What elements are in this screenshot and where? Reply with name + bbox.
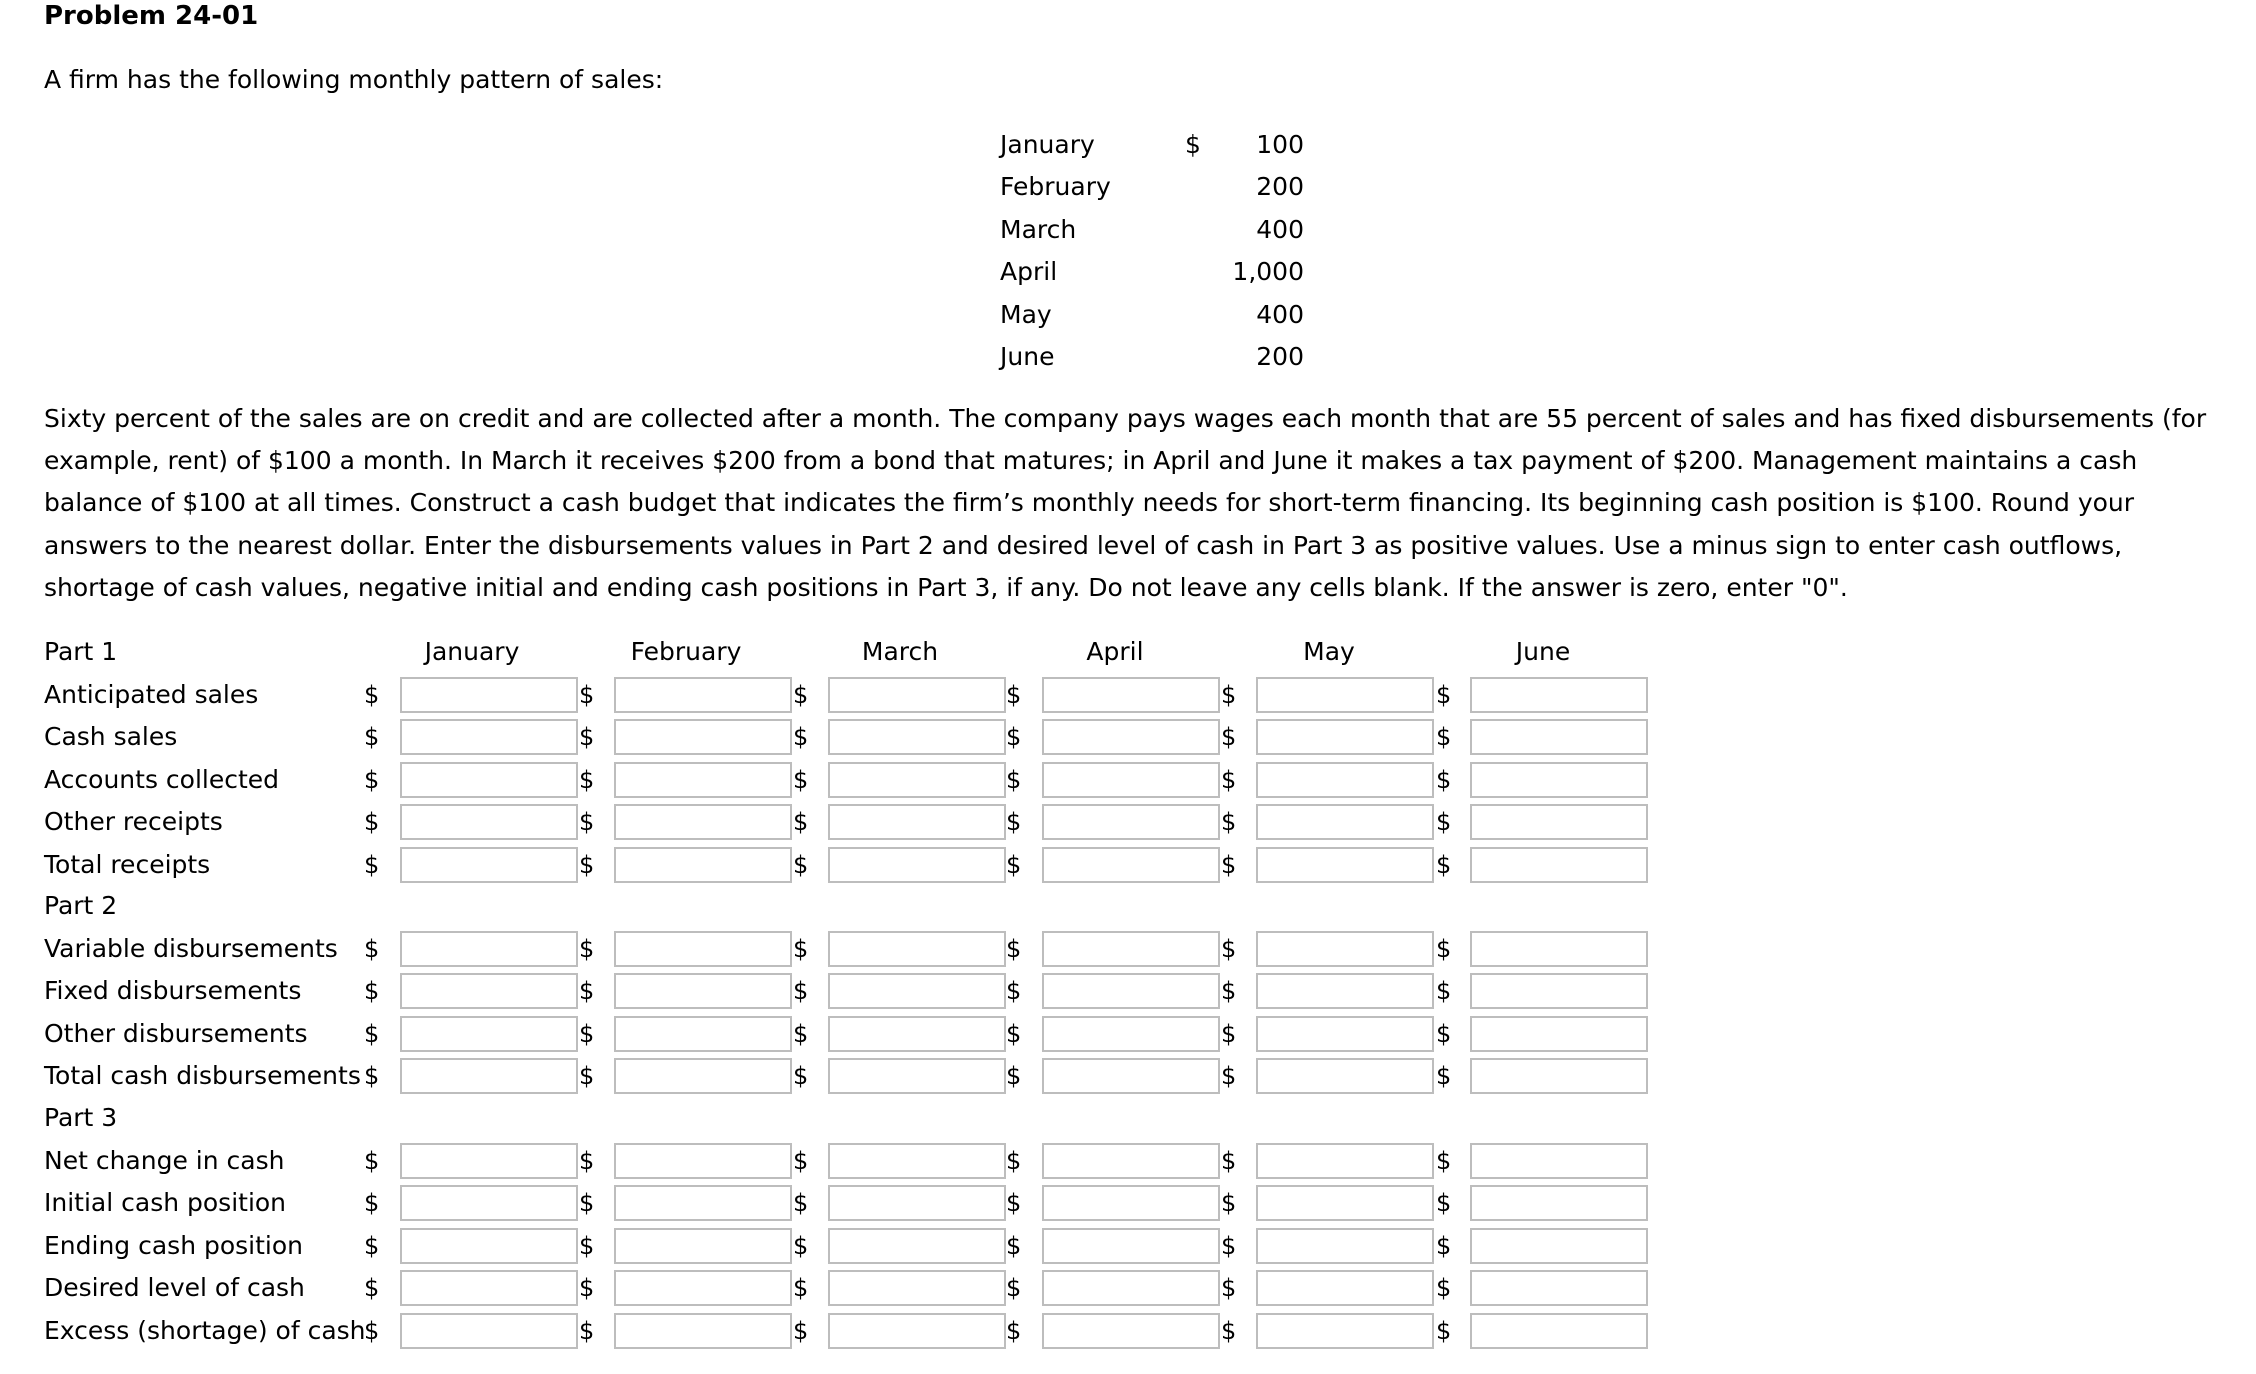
sales-value: 400 bbox=[1256, 214, 1304, 244]
budget-input-june[interactable] bbox=[1470, 804, 1648, 840]
budget-input-may[interactable] bbox=[1256, 1270, 1434, 1306]
currency-symbol: $ bbox=[1221, 723, 1237, 752]
budget-input-january[interactable] bbox=[400, 973, 578, 1009]
currency-symbol: $ bbox=[1221, 1062, 1237, 1091]
budget-input-march[interactable] bbox=[828, 1313, 1006, 1349]
currency-symbol: $ bbox=[793, 1231, 809, 1260]
budget-input-april[interactable] bbox=[1042, 762, 1220, 798]
budget-input-february[interactable] bbox=[614, 1228, 792, 1264]
budget-input-june[interactable] bbox=[1470, 847, 1648, 883]
row-label: Other disbursements bbox=[44, 1018, 308, 1048]
currency-symbol: $ bbox=[793, 808, 809, 837]
column-header-april: April bbox=[1086, 637, 1144, 666]
currency-symbol: $ bbox=[1221, 977, 1237, 1006]
currency-symbol: $ bbox=[793, 1189, 809, 1218]
currency-symbol: $ bbox=[364, 1019, 380, 1048]
budget-input-january[interactable] bbox=[400, 1270, 578, 1306]
currency-symbol: $ bbox=[1221, 765, 1237, 794]
budget-input-march[interactable] bbox=[828, 719, 1006, 755]
currency-symbol: $ bbox=[793, 723, 809, 752]
currency-symbol: $ bbox=[579, 765, 595, 794]
part-3-label: Part 3 bbox=[44, 1103, 118, 1132]
budget-input-may[interactable] bbox=[1256, 804, 1434, 840]
currency-symbol: $ bbox=[1006, 1147, 1022, 1175]
intro-text: A firm has the following monthly pattern of sales: bbox=[44, 65, 664, 94]
budget-input-april[interactable] bbox=[1042, 1143, 1220, 1179]
budget-input-april[interactable] bbox=[1042, 719, 1220, 755]
sales-month: April bbox=[1000, 257, 1058, 287]
problem-title: Problem 24-01 bbox=[44, 1, 259, 31]
currency-symbol: $ bbox=[579, 1189, 595, 1218]
currency-symbol: $ bbox=[1221, 681, 1237, 709]
part-1-label: Part 1 bbox=[44, 637, 118, 666]
currency-symbol: $ bbox=[364, 1316, 380, 1345]
sales-month: March bbox=[1000, 214, 1077, 244]
budget-input-january[interactable] bbox=[400, 1143, 578, 1179]
budget-input-february[interactable] bbox=[614, 1270, 792, 1306]
currency-symbol: $ bbox=[579, 1147, 595, 1175]
row-label: Total cash disbursements bbox=[44, 1061, 361, 1091]
budget-input-april[interactable] bbox=[1042, 1228, 1220, 1264]
budget-input-april[interactable] bbox=[1042, 973, 1220, 1009]
column-header-february: February bbox=[630, 637, 742, 666]
row-label: Initial cash position bbox=[44, 1188, 287, 1218]
sales-month: January bbox=[1000, 130, 1095, 159]
sales-value: 1,000 bbox=[1232, 257, 1304, 287]
currency-symbol: $ bbox=[1436, 977, 1452, 1006]
currency-symbol: $ bbox=[1436, 1189, 1452, 1218]
currency-symbol: $ bbox=[579, 935, 595, 963]
currency-symbol: $ bbox=[793, 1316, 809, 1345]
currency-symbol: $ bbox=[579, 808, 595, 837]
currency-symbol: $ bbox=[1006, 935, 1022, 963]
budget-input-may[interactable] bbox=[1256, 1313, 1434, 1349]
currency-symbol: $ bbox=[364, 850, 380, 879]
row-label: Variable disbursements bbox=[44, 934, 338, 963]
currency-symbol: $ bbox=[1006, 1019, 1022, 1048]
currency-symbol: $ bbox=[579, 1316, 595, 1345]
budget-input-june[interactable] bbox=[1470, 762, 1648, 798]
currency-symbol: $ bbox=[579, 977, 595, 1006]
budget-input-march[interactable] bbox=[828, 1058, 1006, 1094]
budget-input-january[interactable] bbox=[400, 1313, 578, 1349]
currency-symbol: $ bbox=[1221, 1147, 1237, 1175]
budget-input-may[interactable] bbox=[1256, 1185, 1434, 1221]
currency-symbol: $ bbox=[579, 1062, 595, 1091]
row-label: Fixed disbursements bbox=[44, 976, 302, 1006]
budget-input-january[interactable] bbox=[400, 719, 578, 755]
currency-symbol: $ bbox=[579, 681, 595, 709]
problem-description: Sixty percent of the sales are on credit and are collected after a month. The company pays wages each month that are 55 percent of sales and has fixed disbursements (for example, rent) of $100 a month. In March it receives $200 from a bond that matures; in April and June it makes a tax payment of $200. Management maintains a cash balance of $100 at all times. Construct a cash budget that indicates the firm’s monthly needs for short-term financing. Its beginning cash position is $100. Round your answers to the nearest dollar. Enter the disbursements values in Part 2 and desired level of cash in Part 3 as positive values. Use a minus sign to enter cash outflows, shortage of cash values, negative initial and ending cash positions in Part 3, if any. Do not leave any cells blank. If the answer is zero, enter "0". bbox=[44, 404, 2207, 602]
budget-input-april[interactable] bbox=[1042, 677, 1220, 713]
currency-symbol: $ bbox=[1006, 1231, 1022, 1260]
budget-input-june[interactable] bbox=[1470, 1143, 1648, 1179]
currency-symbol: $ bbox=[364, 1231, 380, 1260]
currency-symbol: $ bbox=[1006, 723, 1022, 752]
budget-input-may[interactable] bbox=[1256, 719, 1434, 755]
budget-input-february[interactable] bbox=[614, 1143, 792, 1179]
sales-month: February bbox=[1000, 172, 1111, 202]
budget-input-april[interactable] bbox=[1042, 847, 1220, 883]
currency-symbol: $ bbox=[1006, 850, 1022, 879]
budget-input-may[interactable] bbox=[1256, 1016, 1434, 1052]
budget-input-march[interactable] bbox=[828, 1016, 1006, 1052]
budget-input-may[interactable] bbox=[1256, 973, 1434, 1009]
row-label: Other receipts bbox=[44, 807, 223, 837]
budget-input-january[interactable] bbox=[400, 1185, 578, 1221]
currency-symbol: $ bbox=[793, 935, 809, 963]
currency-symbol: $ bbox=[1436, 723, 1452, 752]
currency-symbol: $ bbox=[1221, 1316, 1237, 1345]
currency-symbol: $ bbox=[793, 1019, 809, 1048]
currency-symbol: $ bbox=[1221, 1019, 1237, 1048]
currency-symbol: $ bbox=[1221, 850, 1237, 879]
budget-input-february[interactable] bbox=[614, 847, 792, 883]
currency-symbol: $ bbox=[1436, 1316, 1452, 1345]
currency-symbol: $ bbox=[793, 977, 809, 1006]
budget-input-february[interactable] bbox=[614, 931, 792, 967]
column-header-january: January bbox=[424, 637, 520, 666]
currency-symbol: $ bbox=[1221, 808, 1237, 837]
currency-symbol: $ bbox=[364, 1274, 380, 1303]
currency-symbol: $ bbox=[1436, 1062, 1452, 1091]
budget-input-april[interactable] bbox=[1042, 1185, 1220, 1221]
budget-input-june[interactable] bbox=[1470, 973, 1648, 1009]
currency-symbol: $ bbox=[1436, 681, 1452, 709]
budget-input-february[interactable] bbox=[614, 719, 792, 755]
budget-input-april[interactable] bbox=[1042, 1058, 1220, 1094]
currency-symbol: $ bbox=[793, 1274, 809, 1303]
budget-input-january[interactable] bbox=[400, 847, 578, 883]
currency-symbol: $ bbox=[1006, 1274, 1022, 1303]
row-label: Net change in cash bbox=[44, 1146, 285, 1175]
currency-symbol: $ bbox=[1436, 935, 1452, 963]
currency-symbol: $ bbox=[1221, 1231, 1237, 1260]
currency-symbol: $ bbox=[1221, 1274, 1237, 1303]
currency-symbol: $ bbox=[1436, 1274, 1452, 1303]
row-label: Anticipated sales bbox=[44, 680, 259, 709]
currency-symbol: $ bbox=[793, 1147, 809, 1175]
currency-symbol: $ bbox=[364, 935, 380, 963]
budget-input-january[interactable] bbox=[400, 762, 578, 798]
currency-symbol: $ bbox=[1006, 1062, 1022, 1091]
budget-input-january[interactable] bbox=[400, 1016, 578, 1052]
currency-symbol: $ bbox=[579, 723, 595, 752]
sales-month: June bbox=[1000, 342, 1055, 371]
currency-symbol: $ bbox=[364, 977, 380, 1006]
currency-symbol: $ bbox=[793, 765, 809, 794]
currency-symbol: $ bbox=[579, 1274, 595, 1303]
budget-input-april[interactable] bbox=[1042, 931, 1220, 967]
budget-input-june[interactable] bbox=[1470, 1270, 1648, 1306]
budget-input-june[interactable] bbox=[1470, 931, 1648, 967]
budget-input-march[interactable] bbox=[828, 1185, 1006, 1221]
budget-input-march[interactable] bbox=[828, 804, 1006, 840]
budget-input-may[interactable] bbox=[1256, 677, 1434, 713]
budget-input-march[interactable] bbox=[828, 847, 1006, 883]
budget-input-march[interactable] bbox=[828, 677, 1006, 713]
currency-symbol: $ bbox=[1006, 977, 1022, 1006]
budget-input-may[interactable] bbox=[1256, 1143, 1434, 1179]
currency-symbol: $ bbox=[364, 1062, 380, 1091]
budget-input-june[interactable] bbox=[1470, 1228, 1648, 1264]
sales-month: May bbox=[1000, 299, 1052, 329]
row-label: Total receipts bbox=[44, 849, 211, 879]
budget-input-may[interactable] bbox=[1256, 1058, 1434, 1094]
budget-input-june[interactable] bbox=[1470, 677, 1648, 713]
currency-symbol: $ bbox=[1436, 850, 1452, 879]
sales-value: 400 bbox=[1256, 299, 1304, 329]
currency-symbol: $ bbox=[793, 850, 809, 879]
currency-symbol: $ bbox=[793, 681, 809, 709]
row-label: Ending cash position bbox=[44, 1230, 304, 1260]
currency-symbol: $ bbox=[364, 681, 380, 709]
currency-symbol: $ bbox=[793, 1062, 809, 1091]
part-2-label: Part 2 bbox=[44, 891, 118, 920]
currency-symbol: $ bbox=[1006, 765, 1022, 794]
budget-input-june[interactable] bbox=[1470, 719, 1648, 755]
row-label: Desired level of cash bbox=[44, 1273, 305, 1303]
budget-input-march[interactable] bbox=[828, 973, 1006, 1009]
currency-symbol: $ bbox=[579, 1019, 595, 1048]
budget-input-march[interactable] bbox=[828, 1270, 1006, 1306]
budget-input-june[interactable] bbox=[1470, 1313, 1648, 1349]
budget-input-june[interactable] bbox=[1470, 1185, 1648, 1221]
currency-symbol: $ bbox=[1436, 1019, 1452, 1048]
currency-symbol: $ bbox=[364, 808, 380, 837]
budget-input-march[interactable] bbox=[828, 762, 1006, 798]
budget-input-january[interactable] bbox=[400, 1228, 578, 1264]
budget-input-february[interactable] bbox=[614, 1185, 792, 1221]
budget-input-march[interactable] bbox=[828, 1228, 1006, 1264]
row-label: Accounts collected bbox=[44, 764, 280, 794]
currency-symbol: $ bbox=[1436, 1147, 1452, 1175]
currency-symbol: $ bbox=[579, 1231, 595, 1260]
sales-value: 200 bbox=[1256, 172, 1304, 202]
currency-symbol: $ bbox=[1006, 808, 1022, 837]
currency-symbol: $ bbox=[1436, 1231, 1452, 1260]
budget-input-may[interactable] bbox=[1256, 1228, 1434, 1264]
budget-input-february[interactable] bbox=[614, 973, 792, 1009]
budget-input-may[interactable] bbox=[1256, 762, 1434, 798]
budget-input-may[interactable] bbox=[1256, 847, 1434, 883]
budget-input-june[interactable] bbox=[1470, 1058, 1648, 1094]
budget-input-february[interactable] bbox=[614, 804, 792, 840]
currency-symbol: $ bbox=[364, 723, 380, 752]
column-header-march: March bbox=[861, 637, 939, 666]
budget-input-january[interactable] bbox=[400, 1058, 578, 1094]
budget-input-february[interactable] bbox=[614, 1313, 792, 1349]
budget-input-march[interactable] bbox=[828, 1143, 1006, 1179]
budget-input-may[interactable] bbox=[1256, 931, 1434, 967]
budget-input-january[interactable] bbox=[400, 931, 578, 967]
budget-input-april[interactable] bbox=[1042, 1270, 1220, 1306]
budget-input-january[interactable] bbox=[400, 804, 578, 840]
currency-symbol: $ bbox=[364, 1189, 380, 1218]
currency-symbol: $ bbox=[579, 850, 595, 879]
column-header-may: May bbox=[1303, 637, 1355, 666]
budget-input-june[interactable] bbox=[1470, 1016, 1648, 1052]
currency-symbol: $ bbox=[1221, 935, 1237, 963]
row-label: Excess (shortage) of cash bbox=[44, 1315, 366, 1345]
budget-input-february[interactable] bbox=[614, 762, 792, 798]
currency-symbol: $ bbox=[1436, 765, 1452, 794]
budget-input-april[interactable] bbox=[1042, 1016, 1220, 1052]
column-header-june: June bbox=[1515, 637, 1571, 666]
budget-input-february[interactable] bbox=[614, 1016, 792, 1052]
currency-symbol: $ bbox=[1006, 1189, 1022, 1218]
currency-symbol: $ bbox=[364, 765, 380, 794]
currency-symbol: $ bbox=[1436, 808, 1452, 837]
budget-input-february[interactable] bbox=[614, 677, 792, 713]
sales-currency-symbol: $ bbox=[1185, 130, 1201, 159]
budget-input-march[interactable] bbox=[828, 931, 1006, 967]
budget-input-april[interactable] bbox=[1042, 1313, 1220, 1349]
currency-symbol: $ bbox=[1221, 1189, 1237, 1218]
budget-input-april[interactable] bbox=[1042, 804, 1220, 840]
budget-input-january[interactable] bbox=[400, 677, 578, 713]
currency-symbol: $ bbox=[364, 1147, 380, 1175]
sales-value: 200 bbox=[1256, 342, 1304, 371]
budget-input-february[interactable] bbox=[614, 1058, 792, 1094]
currency-symbol: $ bbox=[1006, 681, 1022, 709]
currency-symbol: $ bbox=[1006, 1316, 1022, 1345]
sales-value: 100 bbox=[1256, 130, 1304, 159]
row-label: Cash sales bbox=[44, 722, 178, 752]
